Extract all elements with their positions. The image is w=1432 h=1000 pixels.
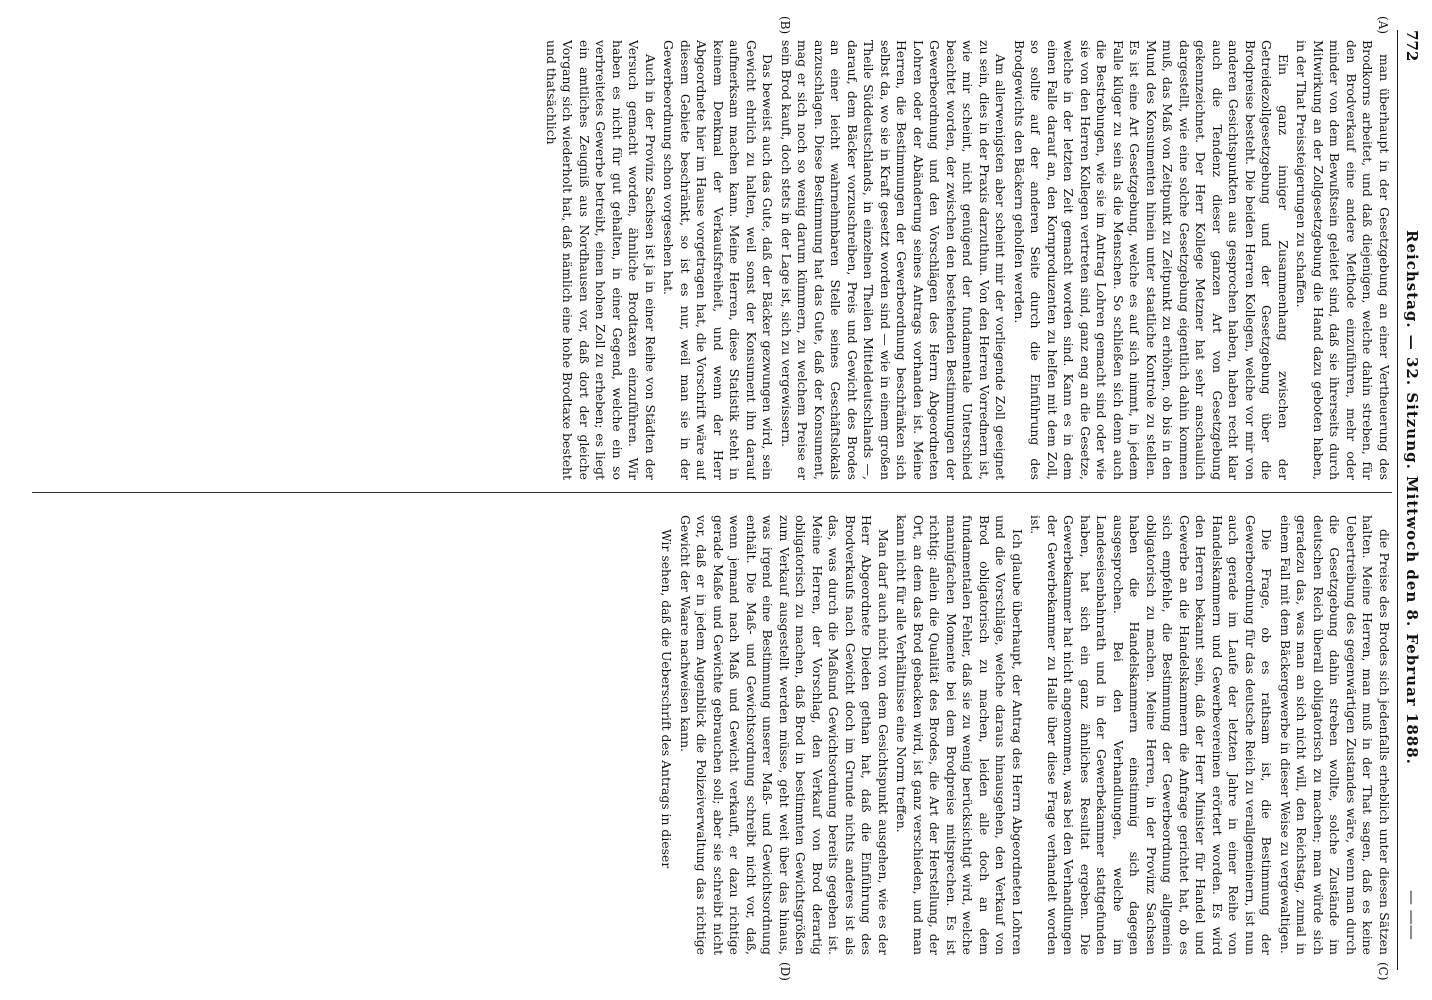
paragraph: Ich glaube überhaupt, der Antrag des Herrn Abgeordneten Lohren und die Vorschläge, welche daraus hinausgehen, den Verkauf von Brod obligatorisch zu machen, leiden alle doch an dem fundamentalen Fehler, daß sie zu wenig berücksichtigt wird, welche mannigfachen Momente bei dem Brodpreise mitsprechen. Es ist richtig: allein die Qualität des Brodes, die Art der Herstellung, der Ort, an dem das Brod gebacken wird, ist ganz verschieden, und man kann nicht für alle Verhältnisse eine Norm treffen. [894,515,1025,955]
paragraph: Ein ganz inniger Zusammenhang zwischen der Getreidezollgesetzgebung und der Gesetzgebung über die Brodpreise besteht. Die beiden Herren Kollegen, welche vor mir von anderen Gesichtspunkten aus gesprochen haben, haben recht klar auch die Tendenz dieser ganzen Art von Gesetzgebung gekennzeichnet. Der Herr Kollege Metzner hat sehr anschaulich dargestellt, wie eine solche Gesetzgebung eigentlich dahin kommen muß, das Maß von Zeitpunkt zu Zeitpunkt zu erhöhen, ob bis in den Mund des Konsumenten hinein unter staatliche Kontrole zu stellen. Es ist eine Art Gesetzgebung, welche es auf sich nimmt, in jedem Falle klüger zu sein als die Menschen. So schließen sich denn auch die Bestrebungen, wie sie im Antrag Lohren gemacht sind oder wie sie von den Herren Kollegen vertreten sind, ganz eng an die Gesetze, welche in der letzten Zeit gemacht worden sind. Kann es in dem einen Falle darauf an, den Kornproduzenten zu helfen mit dem Zoll, so sollte auf der anderen Seite durch die Einführung des Brodgewichts den Bäckern geholfen werden. [1012,40,1291,480]
paragraph: Am allerwenigsten aber scheint mir der vorliegende Zoll geeignet zu sein, dies in der Praxis darzuthun. Von den Herren Vorrednern ist, wie mir scheint, nicht genügend der fundamentale Unterschied beachtet worden, der zwischen den bestehenden Bestimmungen der Gewerbeordnung und den Vorschlägen des Herrn Abgeordneten Lohren oder der Abänderung seines Antrags vorhanden ist. Meine Herren, die Bestimmungen der Gewerbeordnung beschränken sich selbst da, wo sie in Kraft gesetzt worden sind — wie in einem großen Theile Süddeutschlands, in einzelnen Theilen Mitteldeutschlands —, darauf, dem Bäcker vorzuschreiben, Preis und Gewicht des Brodes an einer leicht wahrnehmbaren Stelle seines Geschäftslokals anzuschlagen. Diese Bestimmung hat das Gute, daß der Konsument, mag er sich noch so wenig darum kümmern, zu welchem Preise er sein Brod kauft, doch stets in der Lage ist, sich zu vergewissern. [779,40,1009,480]
left-text-column [32,40,1392,480]
paragraph: Wir sehen, daß die Ueberschrift des Antrags in dieser [659,529,675,869]
paragraph: die Preise des Brodes sich jedenfalls erheblich unter diesen Sätzen halten. Meine Herren, man muß in der That sagen, daß es keine Uebertreibung des gegenwärtigen Zustandes wäre, wenn man durch die Gesetzgebung dahin streben wollte, solche Zustände im deutschen Reich überall obligatorisch zu machen; man würde sich geradezu das, was man an sich nicht will, den Reichstag, zumal in einem Fall mit dem Bäckergewerbe in dieser Weise zu vergewaltigen. [1278,515,1392,955]
header-right-mark: — —— [1403,890,1421,940]
header-rule [1397,30,1398,970]
page-header [1400,30,1424,970]
column-divider [32,492,1392,493]
margin-marker-b: (B) [778,16,792,35]
page-title: Reichstag. — 32. Sitzung. Mittwoch den 8. Februar 1888. [1403,230,1421,765]
margin-marker-d: (D) [778,962,792,981]
paragraph: man überhaupt in der Gesetzgebung an einer Vertheuerung des Brodkorns arbeitet, und daß diejenigen, welche dahin streben, für den Brodverkauf eine andere Methode einzuführen, mehr oder minder von dem Bewußtsein geleitet sind, daß sie ihrerseits durch Mitwirkung an der Zollgesetzgebung die Hand dazu geboten haben, in der That Preissteigerungen zu schaffen. [1294,40,1392,480]
margin-marker-a: (A) [1376,16,1390,35]
right-text-column [32,515,1392,955]
paragraph: Man darf auch nicht von dem Gesichtspunkt ausgehen, wie es der Herr Abgeordnete Dieden gethan hat, daß die Einführung des Brodverkaufs nach Gewicht doch im Grunde nichts anderes ist als das, was durch die Maßund Gewichtsordnung bereits gegeben ist. Meine Herren, der Vorschlag, den Verkauf von Brod derartig obligatorisch zu machen, daß Brod in bestimmten Gewichtsgrößen zum Verkauf ausgestellt werden müsse, geht weit über das hinaus, was irgend eine Bestimmung unserer Maß- und Gewichtsordnung enthält. Die Maß- und Gewichtsordnung schreibt nicht vor, daß, wenn jemand nach Maß und Gewicht verkauft, er dazu richtige gerade Maße und Gewichte gebrauchen soll; aber sie schreibt nicht vor, daß er in jedem Augenblick die Polizeiverwaltung das richtige Gewicht der Waare nachweisen kann. [678,515,891,955]
paragraph: Auch in der Provinz Sachsen ist ja in einer Reihe von Städten der Versuch gemacht worden, ähnliche Brodtaxen einzuführen. Wir haben es nicht für gut gehalten, in einer Gegend, welche ein so verbreitetes Gewerbe betreibt, einen hohen Zoll zu erheben; es liegt ein amtliches Zeugniß aus Nordhausen vor, daß dort der gleiche Vorgang sich wiederholt hat, daß nämlich eine hohe Brodtaxe besteht und thatsächlich [544,40,658,480]
page-number: 772 [1403,30,1421,62]
paragraph: Die Frage, ob es rathsam ist, die Bestimmung der Gewerbeordnung für das deutsche Reich zu verallgemeinern, ist nun auch gerade im Laufe der letzten Jahre in einer Reihe von Handelskammern und Gewerbevereinen erörtert worden. Es wird den Herren bekannt sein, daß der Herr Minister für Handel und Gewerbe an die Handelskammern die Anfrage gerichtet hat, ob es sich empfehle, die Bestimmung der Gewerbeordnung allgemein obligatorisch zu machen. Meine Herren, in der Provinz Sachsen haben die Handelskammern einstimmig sich dagegen ausgesprochen. Bei den Verhandlungen, welche im Landeseisenbahnrath und in der Gewerbekammer stattgefunden haben, hat sich ein ganz ähnliches Resultat ergeben. Die Gewerbekammer hat nicht angenommen, was bei den Verhandlungen der Gewerbekammer zu Halle über diese Frage verhandelt worden ist. [1028,515,1275,955]
margin-marker-c: (C) [1376,962,1390,981]
paragraph: Das beweist auch das Gute, daß der Bäcker gezwungen wird, sein Gewicht ehrlich zu halten, weil sonst der Konsument ihn darauf aufmerksam machen kann. Meine Herren, diese Statistik steht in keinem Denkmal der Verkaufsfreiheit, und wenn der Herr Abgeordnete hier im Hause vorgetragen hat, die Vorschrift wäre auf diesem Gebiete beschränkt, so ist es nur, weil man sie in der Gewerbeordnung schon vorgesehen hat. [661,40,776,480]
